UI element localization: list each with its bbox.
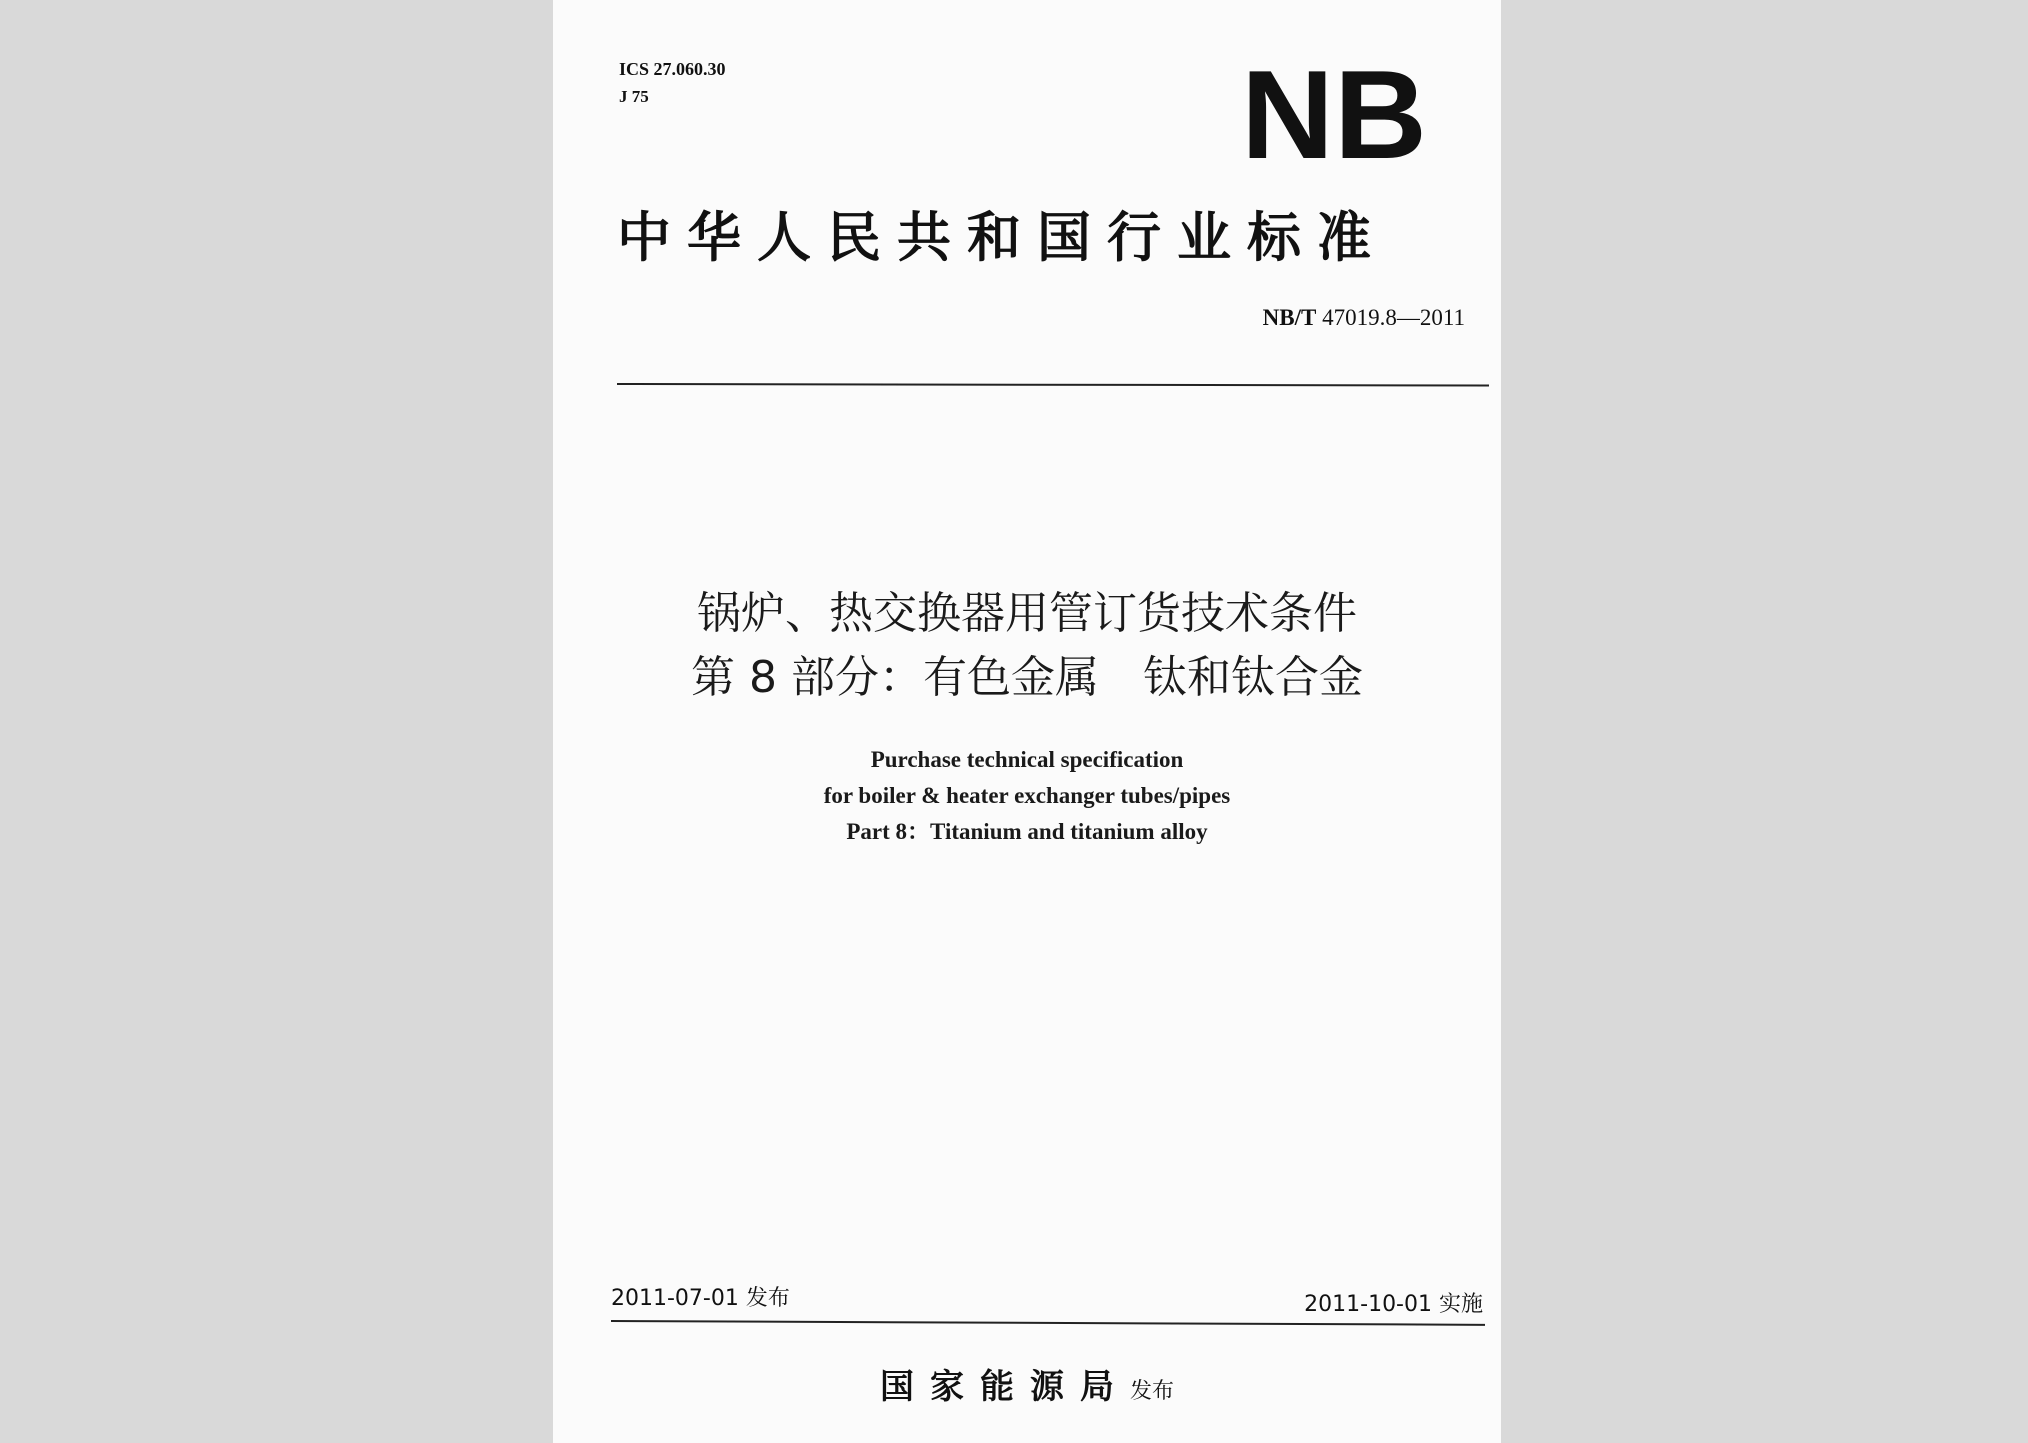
standard-number-prefix: NB/T: [1262, 305, 1317, 330]
issuing-authority: [553, 1362, 1501, 1417]
issuer-name: 国家能源局: [879, 1367, 1130, 1407]
nb-logo: [1239, 64, 1429, 164]
chinese-title-line-2: 第 8 部分：有色金属 钛和钛合金: [691, 652, 1363, 703]
implementation-date: 2011-10-01 实施: [1304, 1292, 1483, 1317]
nb-logo-text: NB: [1241, 64, 1427, 164]
english-title-line-3: Part 8：Titanium and titanium alloy: [846, 819, 1208, 844]
issuer-suffix: 发布: [1129, 1379, 1174, 1404]
english-title-line-1: Purchase technical specification: [870, 747, 1184, 772]
header-divider: [617, 383, 1489, 387]
ics-code: ICS 27.060.30: [619, 59, 726, 79]
chinese-title: [553, 582, 1501, 710]
standard-cover-page: [553, 0, 1501, 1443]
footer-divider: [611, 1320, 1485, 1326]
standard-number: [1263, 303, 1465, 333]
issue-date: 2011-07-01 发布: [611, 1286, 790, 1311]
classification-code: J 75: [619, 87, 649, 106]
standard-number-value: 47019.8—2011: [1322, 305, 1465, 330]
chinese-title-line-1: 锅炉、热交换器用管订货技术条件: [697, 588, 1357, 639]
english-title-line-2: for boiler & heater exchanger tubes/pipes: [823, 783, 1231, 808]
national-standard-title: 中华人民共和国行业标准: [617, 205, 1387, 269]
english-title: [553, 742, 1501, 850]
